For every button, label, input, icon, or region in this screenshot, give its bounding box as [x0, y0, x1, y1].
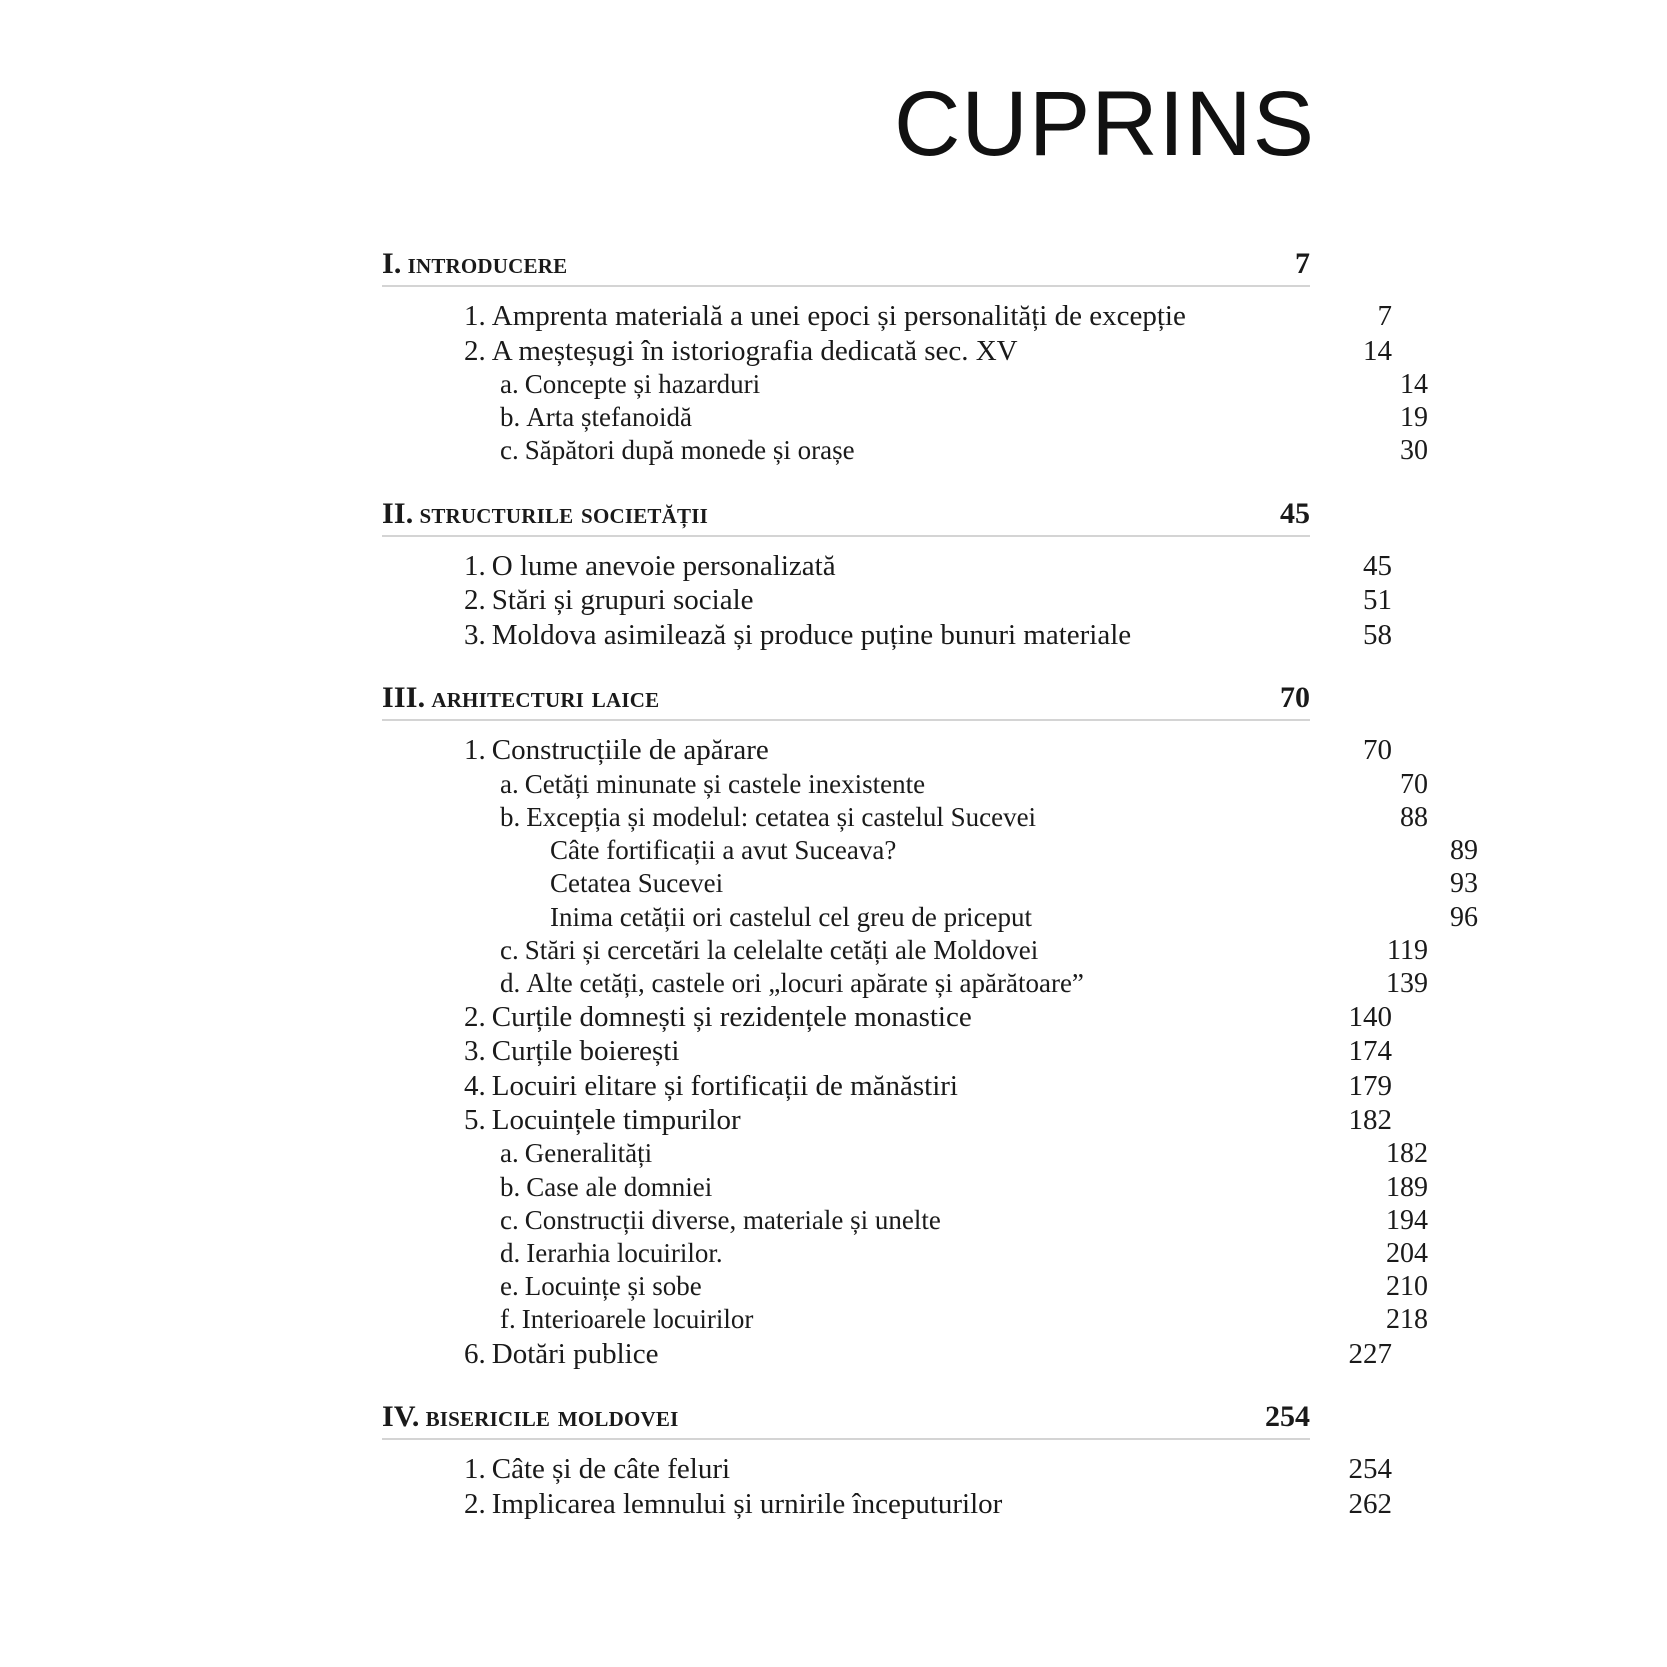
toc-entry-label	[500, 402, 1342, 434]
toc-entry-marker: 6.	[464, 1337, 486, 1370]
toc-entry-marker: 2.	[464, 584, 486, 617]
toc-entry-label	[500, 369, 1342, 401]
toc-entry-page-number: 93	[1450, 868, 1478, 900]
toc-entry-text: Arta ștefanoidă	[526, 402, 692, 433]
toc-section-label	[382, 498, 1224, 530]
toc-entry-label	[500, 1172, 1342, 1204]
toc-entry-text: Alte cetăți, castele ori „locuri apărate și apărătoare”	[526, 967, 1084, 998]
toc-entry-text: Case ale domniei	[526, 1171, 713, 1202]
toc-entry-marker: a.	[500, 768, 519, 799]
toc-entry-page-number: 45	[1363, 550, 1392, 583]
toc-entry-marker: 1.	[464, 300, 486, 333]
toc-entry-label	[500, 802, 1342, 834]
toc-section-name: arhitecturi laice	[431, 681, 660, 715]
toc-entry-text: Curțile domnești și rezidențele monastice	[491, 1001, 972, 1034]
toc-entry-arta-ștefanoidă[interactable]	[382, 401, 1428, 434]
toc-section-marker: III.	[382, 681, 426, 715]
toc-entry-text: Săpători după monede și orașe	[524, 435, 855, 466]
toc-section-marker: II.	[382, 496, 414, 530]
toc-entry-text: Cetatea Sucevei	[550, 868, 724, 899]
toc-entry-page-number: 88	[1400, 802, 1428, 834]
toc-entry-page-number: 174	[1348, 1035, 1392, 1068]
toc-entry-page-number: 14	[1363, 334, 1392, 367]
toc-entry-page-number: 204	[1386, 1238, 1428, 1269]
toc-entry-page-number: 139	[1386, 967, 1428, 999]
toc-entry-cetatea-sucevei[interactable]	[382, 867, 1478, 900]
page-title: CUPRINS	[893, 73, 1315, 175]
toc-entry-label	[500, 1271, 1342, 1303]
toc-section-marker: I.	[382, 247, 402, 280]
toc-entry-page-number: 30	[1400, 435, 1428, 467]
toc-entry-concepte-și-hazarduri[interactable]	[382, 368, 1428, 401]
toc-entry-marker: 3.	[464, 1035, 486, 1068]
toc-entry-text: Locuiri elitare și fortificații de mănăstiri	[491, 1069, 958, 1102]
toc-entry-câte-și-de-câte-feluri[interactable]	[382, 1452, 1392, 1486]
toc-section-name: introducere	[407, 247, 568, 280]
toc-entry-page-number: 210	[1386, 1271, 1428, 1303]
toc-section-entries	[382, 537, 1392, 652]
toc-entry-page-number: 58	[1363, 618, 1392, 651]
toc-entry-page-number: 51	[1363, 584, 1392, 617]
toc-section-page-number: 254	[1265, 1399, 1310, 1433]
toc-entry-marker: 2.	[464, 334, 486, 367]
toc-entry-marker: d.	[500, 1238, 521, 1268]
toc-entry-page-number: 7	[1377, 300, 1392, 333]
toc-section-entries	[382, 287, 1428, 467]
toc-entry-marker: a.	[500, 369, 519, 400]
toc-section-name: structurile societății	[419, 496, 708, 530]
toc-entry-marker: c.	[500, 1204, 519, 1235]
toc-entry-marker: 2.	[464, 1001, 486, 1034]
toc-entry-page-number: 96	[1450, 901, 1478, 933]
toc-entry-page-number: 119	[1387, 934, 1428, 966]
toc-entry-generalități[interactable]	[382, 1137, 1428, 1170]
toc-entry-page-number: 70	[1400, 768, 1428, 800]
toc-entry-marker: 5.	[464, 1104, 486, 1137]
toc-entry-marker: 4.	[464, 1069, 486, 1102]
toc-entry-page-number: 89	[1450, 835, 1478, 867]
toc-entry-text: Dotări publice	[491, 1337, 659, 1370]
toc-entry-page-number: 189	[1386, 1171, 1428, 1203]
toc-entry-marker: b.	[500, 402, 521, 433]
toc-entry-label	[500, 769, 1342, 801]
toc-entry-locuiri-elitare-și-fortificații-de-mănăstiri[interactable]	[382, 1069, 1392, 1103]
toc-entry-label	[464, 1069, 1306, 1103]
toc-section-introducere[interactable]	[382, 248, 1310, 287]
toc-entry-marker: 2.	[464, 1487, 486, 1520]
toc-entry-text: Construcții diverse, materiale și unelte	[524, 1204, 941, 1235]
toc-entry-label	[500, 935, 1342, 967]
toc-entry-curțile-boierești[interactable]	[382, 1034, 1392, 1068]
toc-entry-stări-și-cercetări-la-celelalte-cetăți-ale-m[interactable]	[382, 934, 1428, 967]
toc-entry-marker: f.	[500, 1304, 516, 1335]
toc-entry-text: Locuințe și sobe	[524, 1271, 702, 1302]
toc-entry-label	[464, 1452, 1306, 1486]
toc-section-label	[382, 248, 1224, 280]
toc-entry-text: Curțile boierești	[491, 1035, 680, 1068]
toc-entry-page-number: 182	[1386, 1138, 1428, 1170]
toc-entry-label	[550, 835, 1392, 867]
toc-entry-text: Locuințele timpurilor	[491, 1104, 741, 1137]
toc-entry-page-number: 262	[1348, 1487, 1392, 1520]
toc-entry-label	[550, 902, 1392, 934]
toc-entry-label	[464, 1000, 1306, 1034]
toc-entry-label	[464, 618, 1306, 652]
toc-entry-text: Amprenta materială a unei epoci și personalități de excepție	[491, 300, 1186, 333]
toc-entry-cetăți-minunate-și-castele-inexistente[interactable]	[382, 768, 1428, 801]
toc-section-page-number: 7	[1295, 247, 1310, 280]
toc-entry-marker: e.	[500, 1271, 519, 1302]
toc-entry-text: O lume anevoie personalizată	[491, 550, 836, 583]
toc-entry-moldova-asimilează-și-produce-puține-bunuri-[interactable]	[382, 618, 1392, 652]
toc-entry-curțile-domnești-și-rezidențele-monastice[interactable]	[382, 1000, 1392, 1034]
toc-entry-locuințele-timpurilor[interactable]	[382, 1103, 1392, 1137]
toc-entry-amprenta-materială-a-unei-epoci-și-personali[interactable]	[382, 299, 1392, 333]
toc-entry-text: A meșteșugi în istoriografia dedicată sec. XV	[491, 334, 1018, 367]
toc-entry-marker: b.	[500, 1171, 521, 1202]
toc-entry-label	[464, 334, 1306, 368]
toc-entry-dotări-publice[interactable]	[382, 1337, 1392, 1371]
table-of-contents	[382, 247, 1478, 1521]
toc-entry-text: Generalități	[524, 1138, 653, 1169]
toc-entry-page-number: 19	[1400, 402, 1428, 434]
toc-section-entries	[382, 721, 1478, 1370]
toc-entry-marker: d.	[500, 967, 521, 998]
toc-entry-label	[464, 1337, 1306, 1371]
toc-entry-implicarea-lemnului-și-urnirile-începuturilo[interactable]	[382, 1487, 1392, 1521]
toc-entry-case-ale-domniei[interactable]	[382, 1171, 1428, 1204]
toc-section-page-number: 70	[1280, 681, 1310, 715]
toc-entry-text: Concepte și hazarduri	[524, 369, 761, 400]
toc-entry-label	[550, 868, 1392, 900]
toc-entry-label	[464, 1103, 1306, 1137]
toc-entry-marker: a.	[500, 1138, 519, 1169]
toc-entry-label	[464, 549, 1306, 583]
toc-entry-construcțiile-de-apărare[interactable]	[382, 733, 1392, 767]
toc-entry-page-number: 254	[1348, 1453, 1392, 1486]
toc-entry-text: Excepția și modelul: cetatea și castelul Sucevei	[526, 802, 1037, 833]
toc-entry-label	[464, 583, 1306, 617]
toc-entry-săpători-după-monede-și-orașe[interactable]	[382, 434, 1428, 467]
toc-entry-marker: c.	[500, 934, 519, 965]
toc-entry-ierarhia-locuirilor[interactable]	[382, 1237, 1428, 1270]
toc-entry-inima-cetății-ori-castelul-cel-greu-de-price[interactable]	[382, 901, 1478, 934]
toc-entry-label	[464, 1034, 1306, 1068]
toc-entry-text: Câte și de câte feluri	[491, 1453, 731, 1486]
toc-entry-marker: 1.	[464, 550, 486, 583]
toc-section-structurile-societății[interactable]	[382, 498, 1310, 537]
toc-entry-text: Cetăți minunate și castele inexistente	[524, 768, 926, 799]
toc-entry-excepția-și-modelul-cetatea-și-castelul-suce[interactable]	[382, 801, 1428, 834]
toc-entry-text: Construcțiile de apărare	[491, 734, 769, 767]
toc-entry-text: Ierarhia locuirilor.	[526, 1238, 723, 1268]
toc-entry-page-number: 140	[1348, 1001, 1392, 1034]
toc-entry-text: Moldova asimilează și produce puține bunuri materiale	[491, 618, 1132, 651]
toc-entry-text: Implicarea lemnului și urnirile începuturilor	[491, 1487, 1003, 1520]
toc-entry-page-number: 218	[1386, 1304, 1428, 1336]
toc-section-page-number: 45	[1280, 496, 1310, 530]
toc-entry-câte-fortificații-a-avut-suceava[interactable]	[382, 834, 1478, 867]
toc-entry-marker: b.	[500, 802, 521, 833]
toc-entry-label	[500, 1304, 1342, 1336]
toc-entry-marker: 1.	[464, 734, 486, 767]
toc-entry-label	[464, 1487, 1306, 1521]
toc-entry-marker: 3.	[464, 618, 486, 651]
toc-section-name: bisericile moldovei	[425, 1399, 679, 1433]
toc-entry-text: Inima cetății ori castelul cel greu de priceput	[550, 901, 1033, 932]
toc-entry-page-number: 194	[1386, 1204, 1428, 1236]
toc-entry-page-number: 182	[1348, 1104, 1392, 1137]
toc-entry-a-meșteșugi-în-istoriografia-dedicată-sec-xv[interactable]	[382, 334, 1392, 368]
toc-entry-text: Stări și grupuri sociale	[491, 584, 754, 617]
toc-entry-page-number: 179	[1348, 1069, 1392, 1102]
toc-entry-label	[500, 435, 1342, 467]
toc-entry-stări-și-grupuri-sociale[interactable]	[382, 583, 1392, 617]
toc-entry-text: Stări și cercetări la celelalte cetăți ale Moldovei	[524, 934, 1039, 965]
toc-entry-page-number: 70	[1363, 734, 1392, 767]
toc-entry-construcții-diverse-materiale-și-unelte[interactable]	[382, 1204, 1428, 1237]
toc-entry-text: Interioarele locuirilor	[521, 1304, 754, 1335]
toc-entry-page-number: 227	[1348, 1337, 1392, 1370]
toc-section-marker: IV.	[382, 1399, 420, 1433]
toc-entry-marker: 1.	[464, 1453, 486, 1486]
toc-entry-alte-cetăți-castele-ori-locuri-apărate-și-ap[interactable]	[382, 967, 1428, 1000]
toc-entry-label	[500, 1238, 1342, 1270]
toc-entry-label	[500, 968, 1342, 1000]
toc-entry-label	[464, 299, 1306, 333]
toc-section-arhitecturi-laice[interactable]	[382, 682, 1310, 721]
toc-section-label	[382, 1401, 1224, 1433]
toc-entry-label	[464, 733, 1306, 767]
toc-entry-interioarele-locuirilor[interactable]	[382, 1303, 1428, 1336]
toc-entry-label	[500, 1205, 1342, 1237]
toc-section-entries	[382, 1440, 1392, 1521]
toc-section-bisericile-moldovei[interactable]	[382, 1401, 1310, 1440]
toc-entry-marker: c.	[500, 435, 519, 466]
toc-entry-page-number: 14	[1400, 369, 1428, 401]
toc-entry-locuințe-și-sobe[interactable]	[382, 1270, 1428, 1303]
toc-entry-label	[500, 1138, 1342, 1170]
toc-entry-o-lume-anevoie-personalizată[interactable]	[382, 549, 1392, 583]
toc-section-label	[382, 682, 1224, 714]
toc-entry-text: Câte fortificații a avut Suceava?	[550, 835, 897, 866]
